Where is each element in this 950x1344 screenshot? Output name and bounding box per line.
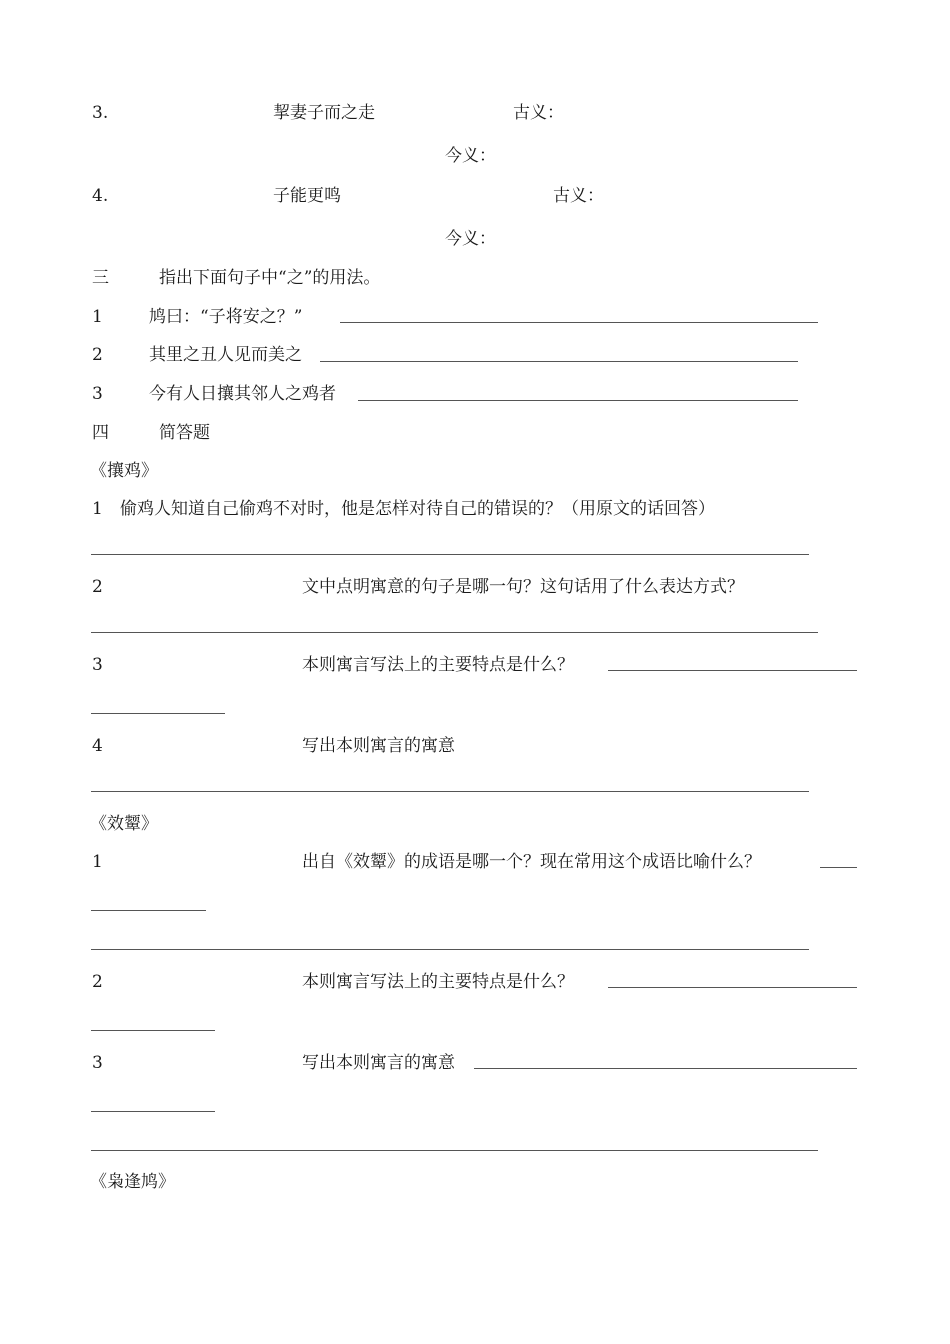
- xiaopin-q1-answer-line-continued[interactable]: [91, 910, 206, 911]
- section3-number: 三: [92, 268, 109, 288]
- section3-title: 指出下面句子中“之”的用法。: [159, 268, 381, 288]
- rangji-q2-answer-line[interactable]: [91, 632, 818, 633]
- item4-ancient-meaning-label: 古义：: [553, 186, 604, 206]
- rangji-q2-text: 文中点明寓意的句子是哪一句？这句话用了什么表达方式？: [302, 577, 744, 597]
- rangji-q4-answer-line[interactable]: [91, 791, 809, 792]
- rangji-q1-number: 1: [92, 499, 103, 519]
- xiaopin-q1-answer-line-2[interactable]: [91, 949, 809, 950]
- section4-number: 四: [92, 423, 109, 443]
- rangji-q3-answer-line[interactable]: [608, 670, 857, 671]
- rangji-q2-number: 2: [92, 577, 103, 597]
- xiaopin-q2-number: 2: [92, 972, 103, 992]
- section3-item1-number: 1: [92, 307, 103, 327]
- rangji-q3-answer-line-continued[interactable]: [91, 713, 225, 714]
- xiaopin-heading: 《效颦》: [90, 814, 158, 834]
- rangji-q1-text: 偷鸡人知道自己偷鸡不对时，他是怎样对待自己的错误的？（用原文的话回答）: [120, 499, 715, 519]
- xiaopin-q3-answer-line-continued[interactable]: [91, 1111, 215, 1112]
- section3-item1-text: 鸠曰：“子将安之？”: [149, 307, 303, 327]
- rangji-q1-answer-line[interactable]: [91, 554, 809, 555]
- item3-phrase: 挈妻子而之走: [273, 103, 375, 123]
- rangji-q3-number: 3: [92, 655, 103, 675]
- xiaopin-q1-answer-line[interactable]: [820, 867, 857, 868]
- xiaofengjiu-heading: 《枭逢鸠》: [90, 1172, 175, 1192]
- xiaopin-q1-number: 1: [92, 852, 103, 872]
- section4-title: 简答题: [159, 423, 210, 443]
- item4-number: 4.: [92, 186, 109, 206]
- section3-item1-answer-line[interactable]: [340, 322, 818, 323]
- item3-modern-meaning-label: 今义：: [445, 146, 496, 166]
- section3-item2-number: 2: [92, 345, 103, 365]
- xiaopin-q2-text: 本则寓言写法上的主要特点是什么？: [302, 972, 574, 992]
- xiaopin-q2-answer-line-continued[interactable]: [91, 1030, 215, 1031]
- section3-item2-answer-line[interactable]: [320, 361, 798, 362]
- xiaopin-q3-text: 写出本则寓言的寓意: [302, 1053, 455, 1073]
- xiaopin-q3-answer-line-2[interactable]: [91, 1150, 818, 1151]
- xiaopin-q3-number: 3: [92, 1053, 103, 1073]
- item4-phrase: 子能更鸣: [273, 186, 341, 206]
- rangji-heading: 《攘鸡》: [90, 461, 158, 481]
- rangji-q3-text: 本则寓言写法上的主要特点是什么？: [302, 655, 574, 675]
- rangji-q4-text: 写出本则寓言的寓意: [302, 736, 455, 756]
- xiaopin-q3-answer-line[interactable]: [474, 1068, 857, 1069]
- section3-item3-answer-line[interactable]: [358, 400, 798, 401]
- section3-item3-text: 今有人日攘其邻人之鸡者: [149, 384, 336, 404]
- item3-ancient-meaning-label: 古义：: [513, 103, 564, 123]
- item3-number: 3.: [92, 103, 109, 123]
- rangji-q4-number: 4: [92, 736, 103, 756]
- xiaopin-q1-text: 出自《效颦》的成语是哪一个？现在常用这个成语比喻什么？: [302, 852, 761, 872]
- section3-item3-number: 3: [92, 384, 103, 404]
- item4-modern-meaning-label: 今义：: [445, 229, 496, 249]
- section3-item2-text: 其里之丑人见而美之: [149, 345, 302, 365]
- xiaopin-q2-answer-line[interactable]: [608, 987, 857, 988]
